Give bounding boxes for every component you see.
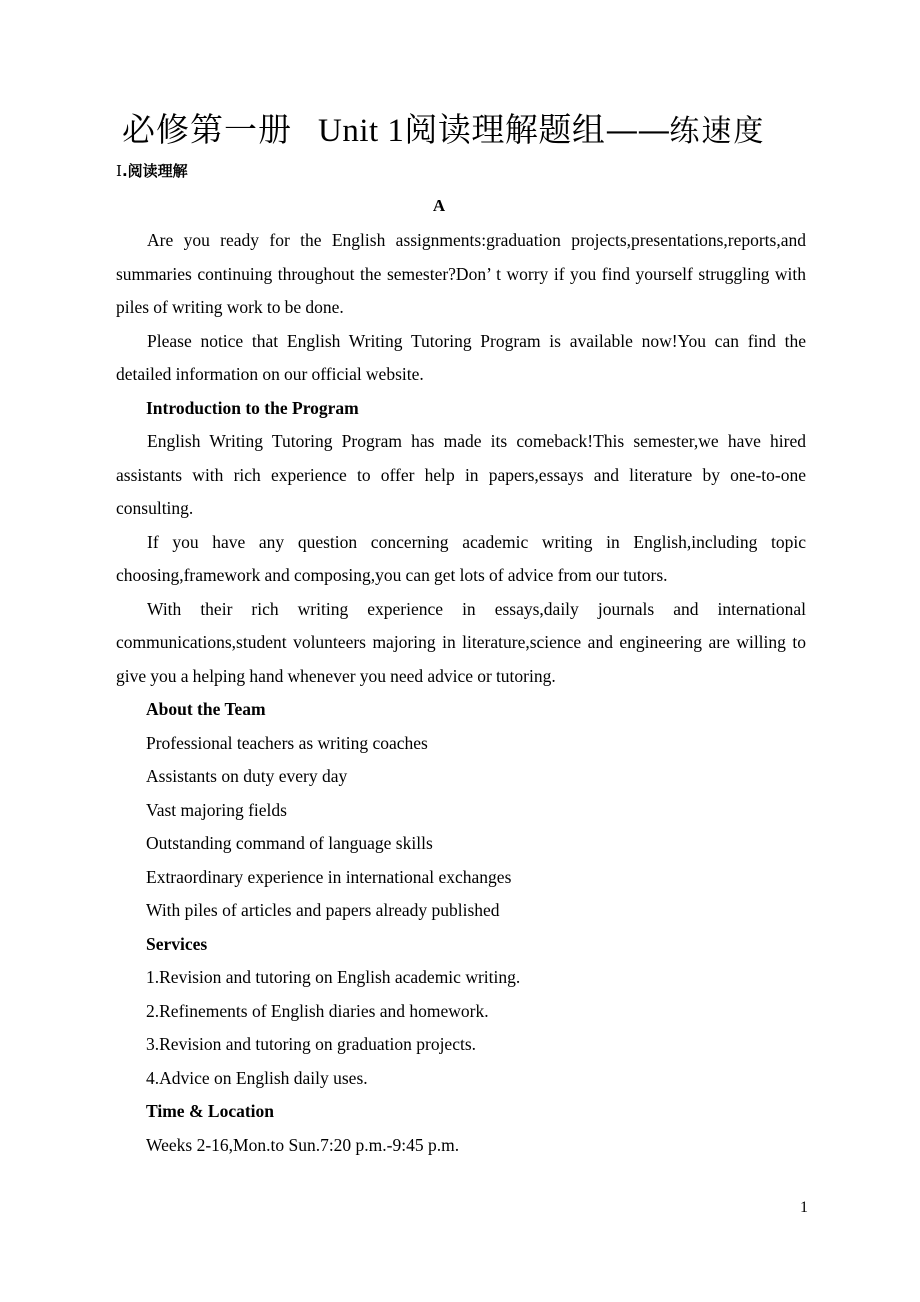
list-item: 4.Advice on English daily uses. xyxy=(146,1067,368,1088)
list-item: Vast majoring fields xyxy=(146,799,287,820)
passage-paragraph: If you have any question concerning academic writing in English,including topic choosing,framework and composing,you can get lots of advice from our tutors. xyxy=(116,531,806,585)
section-heading-label: .阅读理解 xyxy=(121,162,188,180)
section-numeral: Ⅰ xyxy=(116,162,122,180)
sub-heading-about-the-team: About the Team xyxy=(146,699,266,719)
list-item: Outstanding command of language skills xyxy=(146,833,433,853)
list-item: 2.Refinements of English diaries and homework. xyxy=(146,1000,489,1021)
document-content xyxy=(116,108,806,1162)
section-heading-reading xyxy=(116,158,806,184)
title-part-topic: 阅读理解题组 xyxy=(404,110,606,149)
sub-heading-time-location: Time & Location xyxy=(146,1101,275,1121)
list-item: Extraordinary experience in international exchanges xyxy=(146,866,512,887)
passage-paragraph: Please notice that English Writing Tutoring Program is available now!You can find the detailed information on our official website. xyxy=(116,330,806,384)
title-part-subtitle: 练速度 xyxy=(669,114,766,149)
page-title xyxy=(116,108,806,154)
list-item: With piles of articles and papers already published xyxy=(146,900,500,920)
page-number: 1 xyxy=(800,1199,808,1216)
list-item: 1.Revision and tutoring on English academic writing. xyxy=(146,967,521,987)
sub-heading-services: Services xyxy=(146,933,208,954)
title-part-dash: —— xyxy=(605,110,670,149)
list-item: Professional teachers as writing coaches xyxy=(146,732,428,753)
passage-label-a: A xyxy=(432,196,446,215)
title-part-unit: Unit 1 xyxy=(318,113,405,149)
title-part-volume: 必修第一册 xyxy=(122,110,292,149)
passage-paragraph: Are you ready for the English assignments:graduation projects,presentations,reports,and summaries continuing throughout the semester?Don’ t worry if you find yourself struggling with piles of writing work to be done. xyxy=(116,230,806,317)
passage-paragraph: With their rich writing experience in essays,daily journals and international communications,student volunteers majoring in literature,science and engineering are willing to give you a helping hand whenever you need advice or tutoring. xyxy=(116,598,806,686)
list-item: 3.Revision and tutoring on graduation projects. xyxy=(146,1034,477,1054)
passage-paragraph: English Writing Tutoring Program has made its comeback!This semester,we have hired assistants with rich experience to offer help in papers,essays and literature by one-to-one consulting. xyxy=(116,431,806,518)
list-item: Weeks 2-16,Mon.to Sun.7:20 p.m.-9:45 p.m. xyxy=(146,1134,460,1155)
sub-heading-introduction: Introduction to the Program xyxy=(146,397,359,418)
list-item: Assistants on duty every day xyxy=(146,766,348,786)
